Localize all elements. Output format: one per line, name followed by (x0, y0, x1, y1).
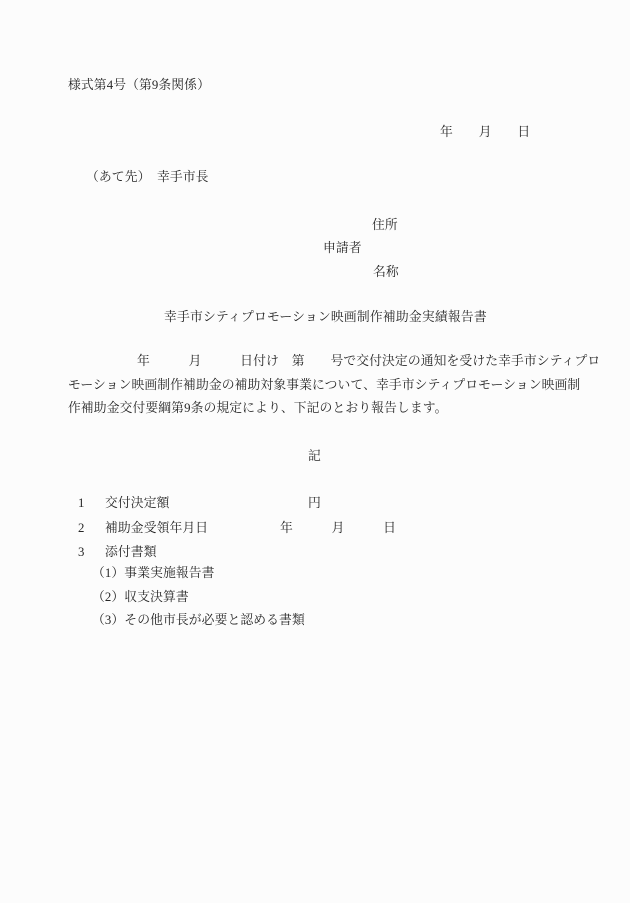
attachment-item-2: （2）収支決算書 (92, 590, 189, 604)
body-paragraph-line-2: モーション映画制作補助金の補助対象事業について、幸手市シティプロモーション映画制 (68, 378, 581, 392)
record-marker: 記 (308, 449, 321, 463)
attachment-item-1: （1）事業実施報告書 (92, 566, 215, 580)
item-2-date-field: 年 月 日 (280, 521, 397, 535)
item-1-unit: 円 (308, 496, 321, 510)
item-3-label: 添付書類 (105, 545, 157, 559)
addressee: （あて先） 幸手市長 (86, 170, 209, 184)
item-1-label: 交付決定額 (105, 496, 170, 510)
item-1-number: 1 (78, 496, 85, 510)
applicant-name-label: 名称 (373, 265, 399, 279)
item-2-label: 補助金受領年月日 (105, 521, 209, 535)
body-paragraph-line-3: 作補助金交付要綱第9条の規定により、下記のとおり報告します。 (68, 401, 448, 415)
attachment-item-3: （3）その他市長が必要と認める書類 (92, 613, 305, 627)
date-field: 年 月 日 (440, 125, 531, 139)
body-paragraph-line-1: 年 月 日付け 第 号で交付決定の通知を受けた幸手市シティプロ (137, 354, 601, 368)
item-3-number: 3 (78, 545, 85, 559)
item-2-number: 2 (78, 521, 85, 535)
form-number: 様式第4号（第9条関係） (68, 78, 210, 92)
applicant-address-label: 住所 (372, 218, 398, 232)
applicant-label: 申請者 (323, 241, 362, 255)
document-title: 幸手市シティプロモーション映画制作補助金実績報告書 (164, 310, 487, 324)
